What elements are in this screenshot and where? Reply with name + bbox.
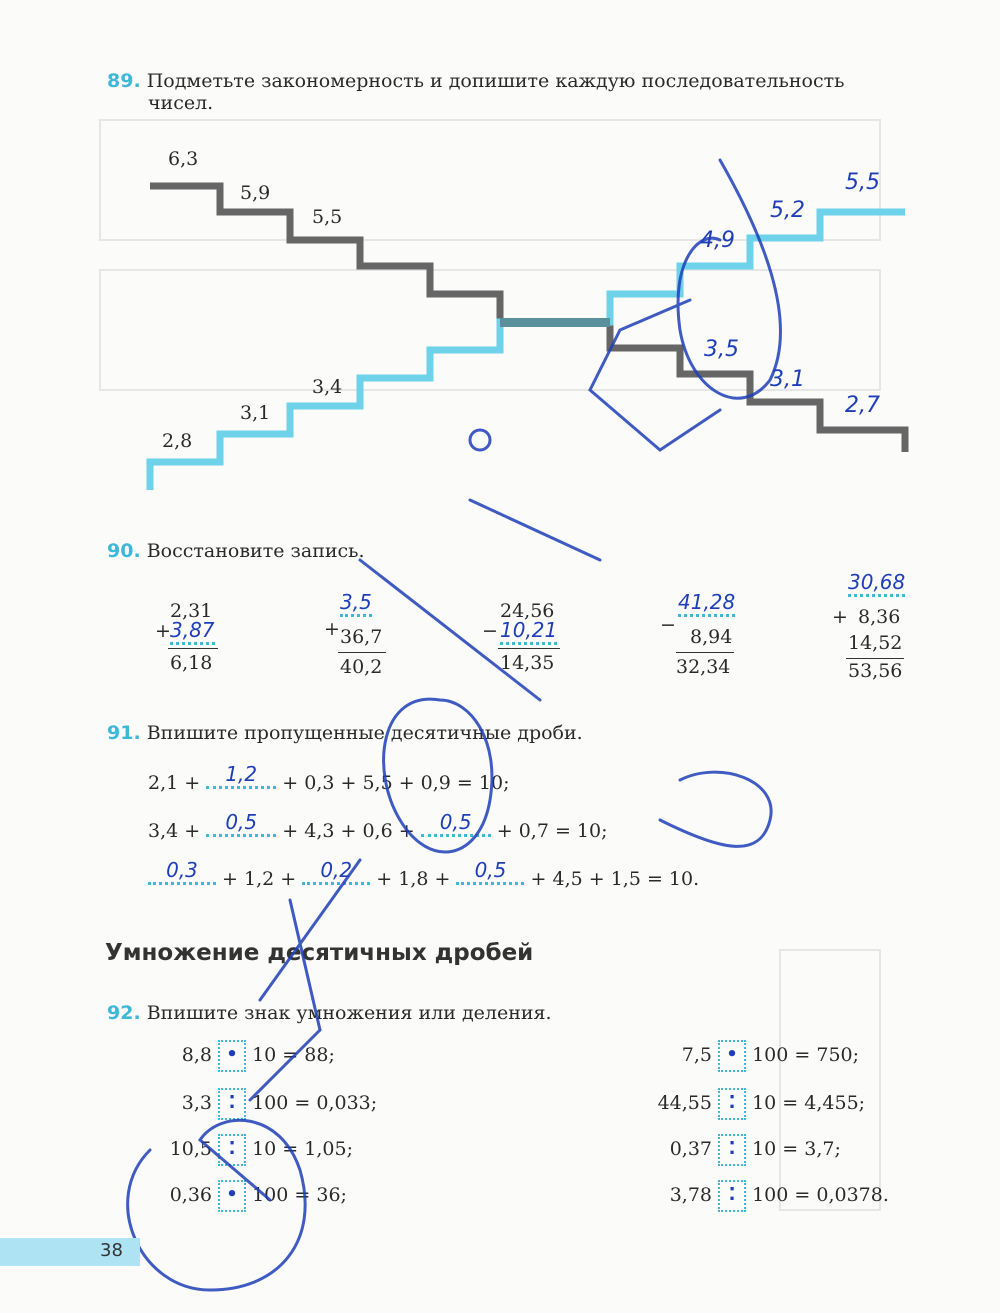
eq1-start: 2,1 +: [148, 772, 201, 794]
rest: 10 = 4,455;: [752, 1092, 866, 1114]
eq3-c: + 4,5 + 1,5 = 10.: [530, 868, 700, 890]
operand: 0,36: [169, 1184, 212, 1206]
column-5-result: 53,56: [848, 660, 903, 682]
column-1-hw: 3,87: [170, 618, 215, 645]
column-3-top: 24,56: [500, 600, 555, 622]
eq3-hw3: 0,5: [456, 858, 524, 885]
rest: 10 = 1,05;: [252, 1138, 353, 1160]
task-text: Подметьте закономерность и допишите каждую последовательность: [146, 70, 845, 92]
hw-desc-2: 3,1: [770, 367, 805, 392]
column-5-hw: 30,68: [848, 570, 905, 597]
eq2-start: 3,4 +: [148, 820, 201, 842]
asc-value-2: 3,1: [240, 402, 271, 424]
column-2-result: 40,2: [340, 656, 383, 678]
task-number: 89.: [107, 70, 141, 92]
asc-value-3: 3,4: [312, 376, 343, 398]
column-3-hw: 10,21: [500, 618, 557, 645]
hw-asc-3: 5,5: [845, 170, 880, 195]
sign-mark: ⁚: [728, 1184, 736, 1205]
task-text: Впишите знак умножения или деления.: [146, 1002, 552, 1024]
rest: 100 = 36;: [252, 1184, 347, 1206]
column-1-result: 6,18: [170, 652, 213, 674]
task-number: 91.: [107, 722, 141, 744]
column-4-mid: 8,94: [690, 626, 733, 648]
task-number: 90.: [107, 540, 141, 562]
eq3-a: + 1,2 +: [222, 868, 297, 890]
eq2-mid: + 4,3 + 0,6 +: [282, 820, 415, 842]
column-4-hw: 41,28: [678, 590, 735, 617]
sign-mark: ⁚: [728, 1092, 736, 1113]
column-1-top: 2,31: [170, 600, 213, 622]
eq2-hw1: 0,5: [206, 810, 276, 837]
page-number: 38: [100, 1240, 123, 1261]
hw-desc-1: 3,5: [704, 337, 739, 362]
sign-mark: •: [726, 1044, 738, 1065]
column-1-sign: +: [155, 620, 171, 642]
eq1-rest: + 0,3 + 5,5 + 0,9 = 10;: [282, 772, 510, 794]
rest: 100 = 0,0378.: [752, 1184, 889, 1206]
column-2-sign: +: [324, 618, 340, 640]
task-text: Восстановите запись.: [146, 540, 365, 562]
sign-mark: ⁚: [228, 1092, 236, 1113]
section-heading: Умножение десятичных дробей: [105, 940, 534, 966]
desc-value-3: 5,5: [312, 206, 343, 228]
eq1-hw: 1,2: [206, 762, 276, 789]
task-text: Впишите пропущенные десятичные дроби.: [146, 722, 583, 744]
rest: 10 = 88;: [252, 1044, 335, 1066]
operand: 3,3: [181, 1092, 212, 1114]
hw-desc-3: 2,7: [845, 393, 880, 418]
rest: 100 = 0,033;: [252, 1092, 378, 1114]
sign-mark: •: [226, 1184, 238, 1205]
column-3-result: 14,35: [500, 652, 555, 674]
hw-asc-2: 5,2: [770, 198, 805, 223]
eq3-hw1: 0,3: [148, 858, 216, 885]
eq2-rest: + 0,7 = 10;: [496, 820, 608, 842]
sign-mark: •: [226, 1044, 238, 1065]
column-4-sign: −: [660, 614, 676, 636]
task-text-line2: чисел.: [148, 92, 214, 114]
eq2-hw2: 0,5: [421, 810, 491, 837]
operand: 10,5: [169, 1138, 212, 1160]
eq3-b: + 1,8 +: [376, 868, 451, 890]
hw-asc-1: 4,9: [700, 228, 735, 253]
column-3-sign: −: [482, 620, 498, 642]
rest: 10 = 3,7;: [752, 1138, 841, 1160]
column-5-sign: +: [832, 606, 848, 628]
eq3-hw2: 0,2: [302, 858, 370, 885]
sign-mark: ⁚: [228, 1138, 236, 1159]
operand: 8,8: [181, 1044, 212, 1066]
column-5-mid: 8,36: [858, 606, 901, 628]
rest: 100 = 750;: [752, 1044, 860, 1066]
desc-value-2: 5,9: [240, 182, 271, 204]
column-5-mid2: 14,52: [848, 632, 903, 654]
asc-value-1: 2,8: [162, 430, 193, 452]
operand: 44,55: [657, 1092, 712, 1114]
task-number: 92.: [107, 1002, 141, 1024]
column-2-mid: 36,7: [340, 626, 383, 648]
column-2-hw: 3,5: [340, 590, 372, 617]
sign-mark: ⁚: [728, 1138, 736, 1159]
operand: 0,37: [669, 1138, 712, 1160]
operand: 3,78: [669, 1184, 712, 1206]
desc-value-1: 6,3: [168, 148, 199, 170]
operand: 7,5: [681, 1044, 712, 1066]
column-4-result: 32,34: [676, 656, 731, 678]
